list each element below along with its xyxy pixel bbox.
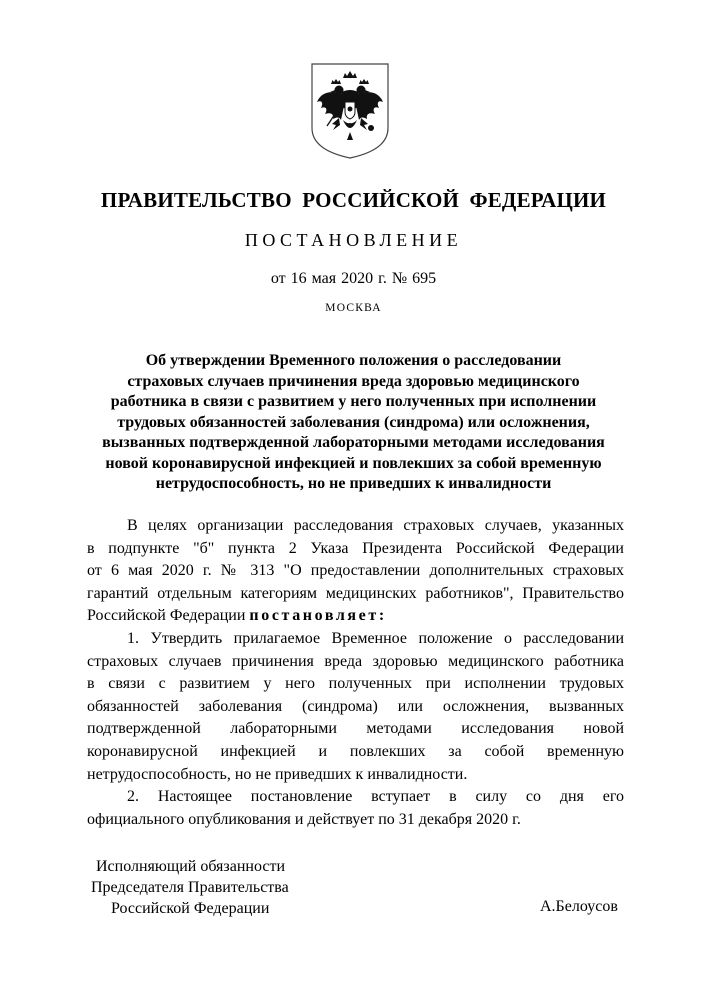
position-line: Исполняющий обязанности xyxy=(96,858,286,875)
heading-line: трудовых обязанностей заболевания (синдрома) или осложнения, xyxy=(117,413,590,431)
clause-1-line: коронавирусной инфекцией и повлекших за собой временную xyxy=(87,742,624,760)
decree-date-number: от 16 мая 2020 г. № 695 xyxy=(270,270,437,287)
document-type: ПОСТАНОВЛЕНИЕ xyxy=(244,230,463,250)
heading-line: новой коронавирусной инфекцией и повлекших за собой временную xyxy=(105,454,602,472)
clause-1-line: нетрудоспособность, но не приведших к инвалидности. xyxy=(87,765,468,783)
document-heading xyxy=(60,351,647,495)
clause-1-line: в связи с развитием у него полученных при исполнении трудовых xyxy=(87,675,624,693)
clause-1-line: подтвержденной лабораторными методами исследования новой xyxy=(87,720,624,738)
preamble-line: гарантий отдельным категориям медицинских работников", Правительство xyxy=(87,584,624,602)
signatory-name: А.Белоусов xyxy=(540,898,618,915)
heading-line: вызванных подтвержденной лабораторными методами исследования xyxy=(102,434,605,451)
signatory-position xyxy=(88,856,289,919)
clause-2-line: 2. Настоящее постановление вступает в силу со дня его xyxy=(127,788,624,806)
preamble-line: в подпункте "б" пункта 2 Указа Президента Российской Федерации xyxy=(87,539,624,557)
position-line: Российской Федерации xyxy=(111,900,270,917)
government-title: ПРАВИТЕЛЬСТВО РОССИЙСКОЙ ФЕДЕРАЦИИ xyxy=(100,188,607,212)
heading-line: нетрудоспособность, но не приведших к инвалидности xyxy=(155,475,552,492)
preamble-last-line xyxy=(87,605,624,628)
decides-word: постановляет: xyxy=(249,607,387,625)
preamble-line: В целях организации расследования страховых случаев, указанных xyxy=(127,517,624,534)
russian-coat-of-arms-icon xyxy=(309,62,391,160)
position-line: Председателя Правительства xyxy=(91,879,289,896)
clause-1-line: страховых случаев причинения вреда здоровью медицинского работника xyxy=(87,652,624,670)
heading-line: страховых случаев причинения вреда здоровью медицинского xyxy=(127,372,580,390)
decree-city: МОСКВА xyxy=(325,302,382,314)
clause-1-line: обязанностей заболевания (синдрома) или осложнения, вызванных xyxy=(87,697,624,715)
preamble-line: от 6 мая 2020 г. № 313 "О предоставлении дополнительных страховых xyxy=(87,562,624,580)
clause-1-line: 1. Утвердить прилагаемое Временное положение о расследовании xyxy=(127,629,624,647)
clause-2-line: официального опубликования и действует по 31 декабря 2020 г. xyxy=(87,810,521,828)
heading-line: работника в связи с развитием у него полученных при исполнении xyxy=(110,393,597,410)
document-body xyxy=(87,515,624,831)
heading-line: Об утверждении Временного положения о расследовании xyxy=(145,352,562,369)
preamble-prefix: Российской Федерации xyxy=(87,607,250,625)
